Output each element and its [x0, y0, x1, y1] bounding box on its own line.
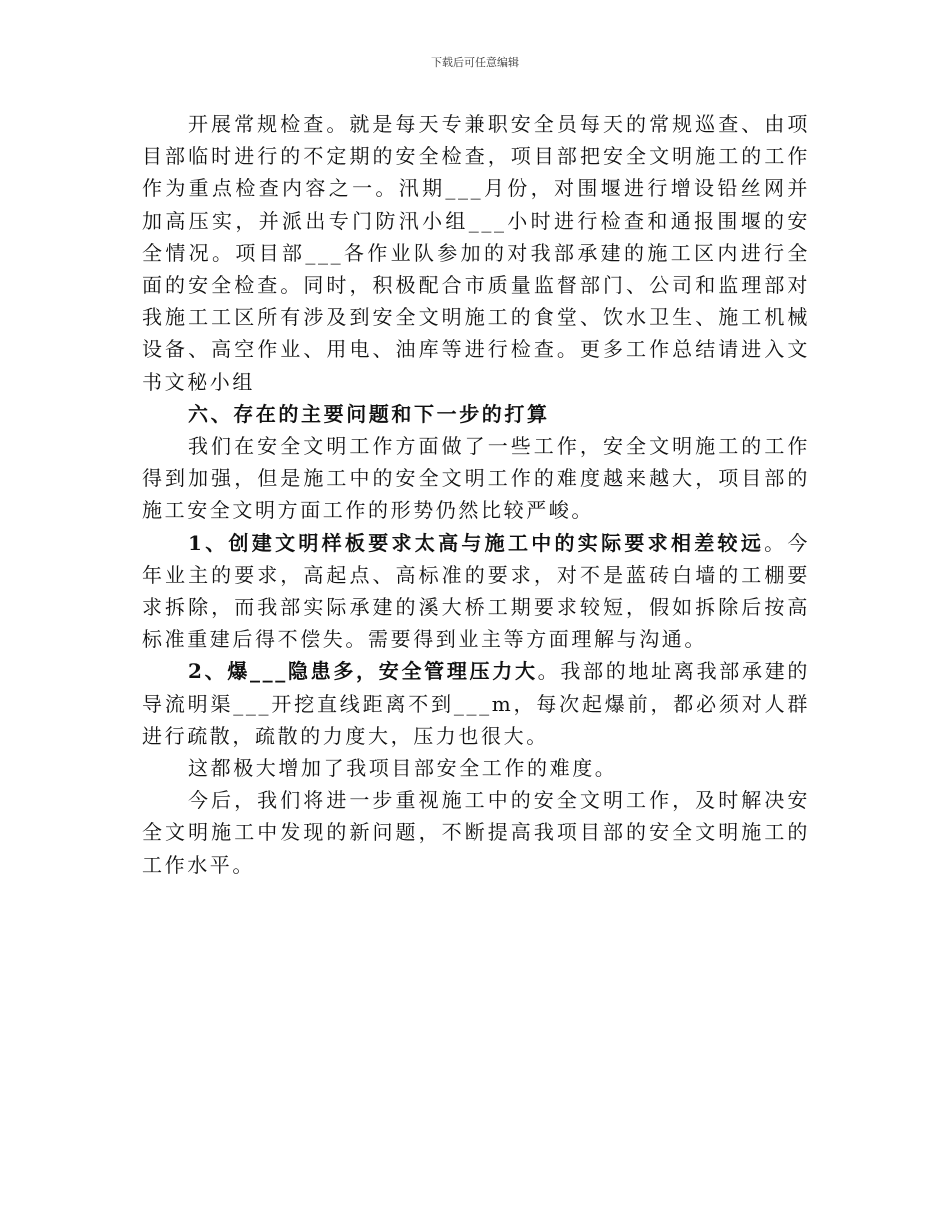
paragraph-future-plans	[142, 784, 810, 881]
paragraph-routine-inspection	[142, 108, 810, 398]
paragraph-text: 开展常规检查。就是每天专兼职安全员每天的常规巡查、由项目部临时进行的不定期的安全检查，项目部把安全文明施工的工作作为重点检查内容之一。汛期___月份，对围堰进行增设铅丝网并加高压实，并派出专门防汛小组___小时进行检查和通报围堰的安全情况。项目部___各作业队参加的对我部承建的施工区内进行全面的安全检查。同时，积极配合市质量监督部门、公司和监理部对我施工工区所有涉及到安全文明施工的食堂、饮水卫生、施工机械设备、高空作业、用电、油库等进行检查。更多工作总结请进入文书文秘小组	[142, 112, 810, 394]
paragraph-text: 这都极大增加了我项目部安全工作的难度。	[188, 756, 618, 781]
paragraph-issue-2	[142, 655, 810, 752]
paragraph-text: 。今年业主的要求，高起点、高标准的要求，对不是蓝砖白墙的工棚要求拆除，而我部实际承建的溪大桥工期要求较短，假如拆除后按高标准重建后得不偿失。需要得到业主等方面理解与沟通。	[142, 530, 810, 652]
paragraph-text: 。我部的地址离我部承建的导流明渠___开挖直线距离不到___m，每次起爆前，都必须对人群进行疏散，疏散的力度大，压力也很大。	[142, 659, 811, 748]
section-heading: 六、存在的主要问题和下一步的打算	[188, 401, 550, 426]
paragraph-overview	[142, 430, 810, 527]
paragraph-difficulty	[142, 752, 810, 784]
paragraph-text: 我们在安全文明工作方面做了一些工作，安全文明施工的工作得到加强，但是施工中的安全文明工作的难度越来越大，项目部的施工安全文明方面工作的形势仍然比较严峻。	[142, 434, 810, 523]
document-body	[142, 108, 810, 881]
paragraph-issue-1	[142, 527, 810, 656]
page-header: 下载后可任意编辑	[431, 56, 519, 69]
section-heading-problems-and-plans	[142, 398, 810, 430]
issue-heading: 2、爆___隐患多，安全管理压力大	[188, 659, 538, 684]
paragraph-text: 今后，我们将进一步重视施工中的安全文明工作，及时解决安全文明施工中发现的新问题，不断提高我项目部的安全文明施工的工作水平。	[142, 788, 810, 877]
issue-heading: 1、创建文明样板要求太高与施工中的实际要求相差较远	[188, 530, 765, 555]
